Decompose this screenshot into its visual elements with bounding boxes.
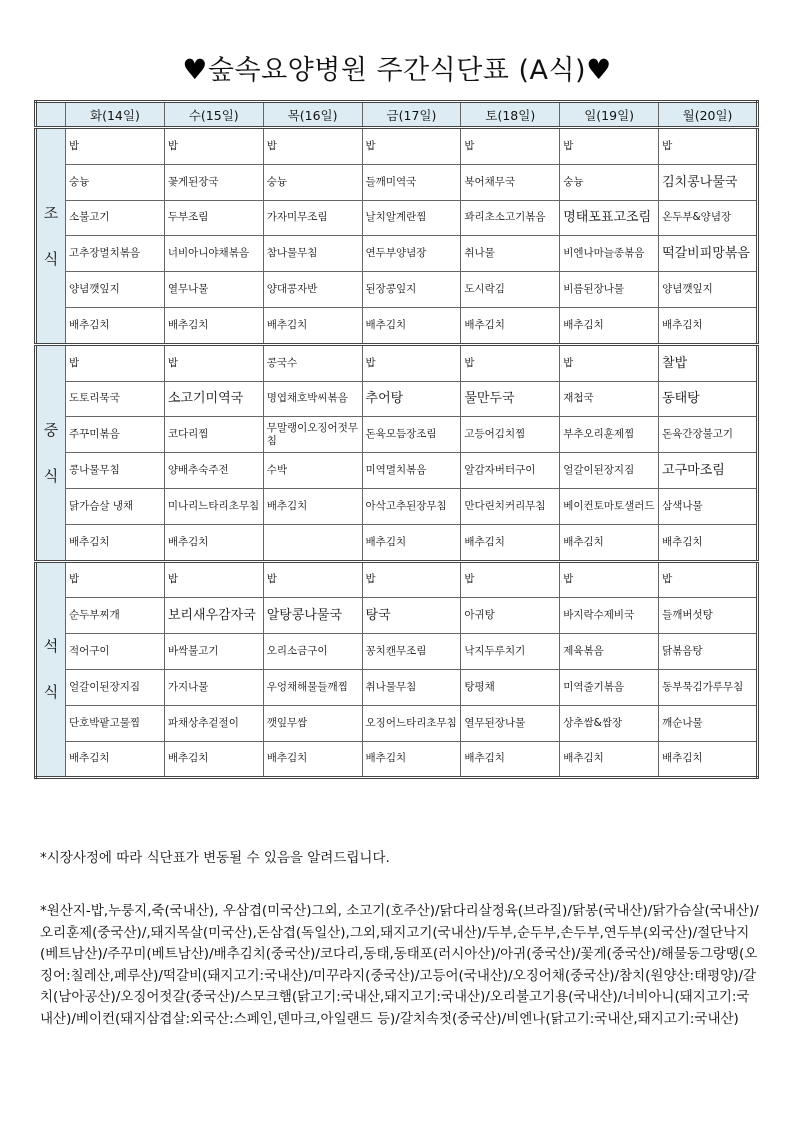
menu-item: 소고기미역국 (164, 381, 263, 417)
menu-item: 밥 (560, 344, 659, 381)
menu-item: 배추김치 (164, 524, 263, 561)
menu-item: 깨순나물 (659, 705, 758, 741)
menu-item: 참나물무침 (263, 236, 362, 272)
menu-item: 깻잎무쌈 (263, 705, 362, 741)
menu-item: 베이컨토마토샐러드 (560, 488, 659, 524)
menu-item: 돈육모듬장조림 (362, 417, 461, 453)
menu-item: 고등어김치찜 (461, 417, 560, 453)
menu-item: 미나리느타리초무침 (164, 488, 263, 524)
menu-item: 양념깻잎지 (659, 272, 758, 308)
menu-item: 가자미무조림 (263, 200, 362, 236)
menu-item: 우엉채해물들깨찜 (263, 669, 362, 705)
menu-item: 밥 (560, 561, 659, 598)
page-title (0, 48, 794, 87)
meal-label (36, 561, 66, 778)
corner-cell (36, 102, 66, 128)
menu-item: 배추김치 (659, 307, 758, 344)
weekly-menu-table (34, 100, 759, 779)
menu-item: 도토리묵국 (66, 381, 165, 417)
table-row (36, 307, 758, 344)
menu-item: 밥 (164, 561, 263, 598)
menu-item: 고추장멸치볶음 (66, 236, 165, 272)
menu-item: 낙지두루치기 (461, 634, 560, 670)
day-header: 목(16일) (263, 102, 362, 128)
menu-item: 비엔나마늘종볶음 (560, 236, 659, 272)
menu-item: 배추김치 (659, 524, 758, 561)
menu-item: 배추김치 (461, 741, 560, 778)
meal-label-char: 중 (43, 420, 59, 439)
meal-label-char: 식 (43, 249, 59, 268)
menu-item: 주꾸미볶음 (66, 417, 165, 453)
menu-item: 탕평채 (461, 669, 560, 705)
menu-item: 알탕콩나물국 (263, 598, 362, 634)
menu-item: 배추김치 (362, 524, 461, 561)
menu-item: 밥 (560, 128, 659, 165)
menu-item: 취나물 (461, 236, 560, 272)
market-notice: *시장사정에 따라 식단표가 변동될 수 있음을 알려드립니다. (40, 850, 390, 866)
menu-item: 들깨버섯탕 (659, 598, 758, 634)
menu-item: 물만두국 (461, 381, 560, 417)
menu-item: 밥 (66, 344, 165, 381)
menu-item: 양대콩자반 (263, 272, 362, 308)
menu-item: 수박 (263, 453, 362, 489)
menu-item: 배추김치 (659, 741, 758, 778)
table-row (36, 344, 758, 381)
menu-item: 밥 (362, 128, 461, 165)
menu-item: 연두부양념장 (362, 236, 461, 272)
menu-item: 너비아니야채볶음 (164, 236, 263, 272)
menu-item: 비름된장나물 (560, 272, 659, 308)
menu-item: 소불고기 (66, 200, 165, 236)
table-row (36, 164, 758, 200)
menu-item: 양배추숙주전 (164, 453, 263, 489)
table-row (36, 598, 758, 634)
menu-item: 탕국 (362, 598, 461, 634)
menu-item: 배추김치 (362, 741, 461, 778)
menu-item: 꽈리초소고기볶음 (461, 200, 560, 236)
meal-label-char: 조 (43, 203, 59, 222)
menu-item: 돈육간장불고기 (659, 417, 758, 453)
menu-item: 밥 (164, 344, 263, 381)
menu-item: 밥 (263, 561, 362, 598)
menu-item: 재첩국 (560, 381, 659, 417)
menu-item: 알감자버터구이 (461, 453, 560, 489)
menu-item: 콩나물무침 (66, 453, 165, 489)
heart-icon: ♥ (586, 53, 612, 86)
menu-item: 두부조림 (164, 200, 263, 236)
table-row (36, 200, 758, 236)
menu-item: 오리소금구이 (263, 634, 362, 670)
menu-item: 부추오리훈제찜 (560, 417, 659, 453)
menu-item: 동태탕 (659, 381, 758, 417)
menu-item: 닭볶음탕 (659, 634, 758, 670)
menu-item: 취나물무침 (362, 669, 461, 705)
menu-item: 배추김치 (362, 307, 461, 344)
table-row (36, 236, 758, 272)
menu-item: 가지나물 (164, 669, 263, 705)
menu-item: 숭늉 (66, 164, 165, 200)
menu-item: 배추김치 (560, 741, 659, 778)
menu-item: 배추김치 (66, 741, 165, 778)
menu-item: 열무된장나물 (461, 705, 560, 741)
menu-item: 배추김치 (461, 307, 560, 344)
menu-item: 상추쌈&쌈장 (560, 705, 659, 741)
meal-label (36, 344, 66, 561)
menu-item: 바싹불고기 (164, 634, 263, 670)
table-row (36, 417, 758, 453)
menu-item: 북어채무국 (461, 164, 560, 200)
menu-item: 배추김치 (66, 524, 165, 561)
menu-item: 숭늉 (560, 164, 659, 200)
table-row (36, 128, 758, 165)
day-header: 금(17일) (362, 102, 461, 128)
menu-item: 밥 (362, 561, 461, 598)
table-row (36, 561, 758, 598)
menu-item: 순두부찌개 (66, 598, 165, 634)
menu-item: 얼갈이된장지짐 (66, 669, 165, 705)
menu-item: 떡갈비피망볶음 (659, 236, 758, 272)
menu-item: 배추김치 (66, 307, 165, 344)
day-header: 수(15일) (164, 102, 263, 128)
menu-item: 아삭고추된장무침 (362, 488, 461, 524)
menu-item: 오징어느타리초무침 (362, 705, 461, 741)
table-row (36, 488, 758, 524)
menu-item: 보리새우감자국 (164, 598, 263, 634)
menu-item: 꽃게된장국 (164, 164, 263, 200)
table-row (36, 453, 758, 489)
menu-item: 단호박팥고물찜 (66, 705, 165, 741)
menu-item: 밥 (659, 128, 758, 165)
menu-item: 밥 (362, 344, 461, 381)
menu-item: 삼색나물 (659, 488, 758, 524)
menu-item: 밥 (461, 128, 560, 165)
menu-item: 아귀탕 (461, 598, 560, 634)
menu-item: 찰밥 (659, 344, 758, 381)
menu-item: 배추김치 (263, 741, 362, 778)
menu-item: 된장콩잎지 (362, 272, 461, 308)
menu-item: 명태포표고조림 (560, 200, 659, 236)
menu-item: 도시락김 (461, 272, 560, 308)
table-row (36, 524, 758, 561)
table-row (36, 741, 758, 778)
meal-label-char: 식 (43, 683, 59, 702)
table-row (36, 669, 758, 705)
menu-item: 온두부&양념장 (659, 200, 758, 236)
heart-icon: ♥ (182, 53, 208, 86)
header-row (36, 102, 758, 128)
menu-item: 바지락수제비국 (560, 598, 659, 634)
menu-item: 날치알계란찜 (362, 200, 461, 236)
menu-item: 밥 (659, 561, 758, 598)
menu-item: 밥 (461, 561, 560, 598)
menu-item: 제육볶음 (560, 634, 659, 670)
day-header: 화(14일) (66, 102, 165, 128)
day-header: 월(20일) (659, 102, 758, 128)
menu-item: 코다리찜 (164, 417, 263, 453)
menu-item: 배추김치 (164, 307, 263, 344)
menu-item: 미역멸치볶음 (362, 453, 461, 489)
menu-item: 닭가슴살 냉채 (66, 488, 165, 524)
table-row (36, 634, 758, 670)
menu-item: 콩국수 (263, 344, 362, 381)
meal-label (36, 128, 66, 345)
menu-item: 적어구이 (66, 634, 165, 670)
menu-item: 배추김치 (263, 307, 362, 344)
menu-item: 밥 (461, 344, 560, 381)
menu-item: 동부묵김가루무침 (659, 669, 758, 705)
menu-item: 명엽채호박씨볶음 (263, 381, 362, 417)
menu-item: 밥 (164, 128, 263, 165)
menu-item: 열무나물 (164, 272, 263, 308)
meal-label-char: 석 (43, 637, 59, 656)
menu-item: 배추김치 (164, 741, 263, 778)
menu-item: 고구마조림 (659, 453, 758, 489)
menu-item: 양념깻잎지 (66, 272, 165, 308)
menu-item: 김치콩나물국 (659, 164, 758, 200)
table-row (36, 705, 758, 741)
menu-item: 미역줄기볶음 (560, 669, 659, 705)
menu-item: 배추김치 (263, 488, 362, 524)
table-row (36, 381, 758, 417)
menu-item: 꽁치캔무조림 (362, 634, 461, 670)
menu-item: 밥 (263, 128, 362, 165)
menu-item: 배추김치 (461, 524, 560, 561)
origin-notice: *원산지-밥,누룽지,죽(국내산), 우삼겹(미국산)그외, 소고기(호주산)/닭다리살정육(브라질)/닭봉(국내산)/닭가슴살(국내산)/오리훈제(중국산)/,돼지목살(미국산),돈삼겹(독일산),그외,돼지고기(국내산)/두부,순두부,손두부,연두부(외국산)/절단낙지(베트남산)/주꾸미(베트남산)/배추김치(중국산)/코다리,동태,동태포(러시아산)/아귀(중국산)/꽃게(중국산)/해물동그랑땡(오징어:칠레산,페루산)/떡갈비(돼지고기:국내산)/미꾸라지(중국산)/고등어(국내산)/오징어채(중국산)/참치(원양산:태평양)/갈치(남아공산)/오징어젓갈(중국산)/스모크햄(닭고기:국내산,돼지고기:국내산)/오리불고기용(국내산)/너비아니(돼지고기:국내산)/베이컨(돼지삼겹살:외국산:스페인,덴마크,아일랜드 등)/갈치속젓(중국산)/비엔나(닭고기:국내산,돼지고기:국내산) (40, 903, 759, 1027)
menu-item: 숭늉 (263, 164, 362, 200)
day-header: 토(18일) (461, 102, 560, 128)
menu-item: 밥 (66, 128, 165, 165)
menu-item: 배추김치 (560, 524, 659, 561)
day-header: 일(19일) (560, 102, 659, 128)
menu-item: 얼갈이된장지짐 (560, 453, 659, 489)
menu-item: 무말랭이오징어젓무침 (263, 417, 362, 453)
menu-item: 추어탕 (362, 381, 461, 417)
menu-item (263, 524, 362, 561)
menu-item: 만다린치커리무침 (461, 488, 560, 524)
table-row (36, 272, 758, 308)
menu-item: 배추김치 (560, 307, 659, 344)
menu-item: 들깨미역국 (362, 164, 461, 200)
meal-label-char: 식 (43, 466, 59, 485)
title-text: 숲속요양병원 주간식단표 (A식) (207, 55, 587, 86)
menu-item: 밥 (66, 561, 165, 598)
menu-item: 파채상추겉절이 (164, 705, 263, 741)
